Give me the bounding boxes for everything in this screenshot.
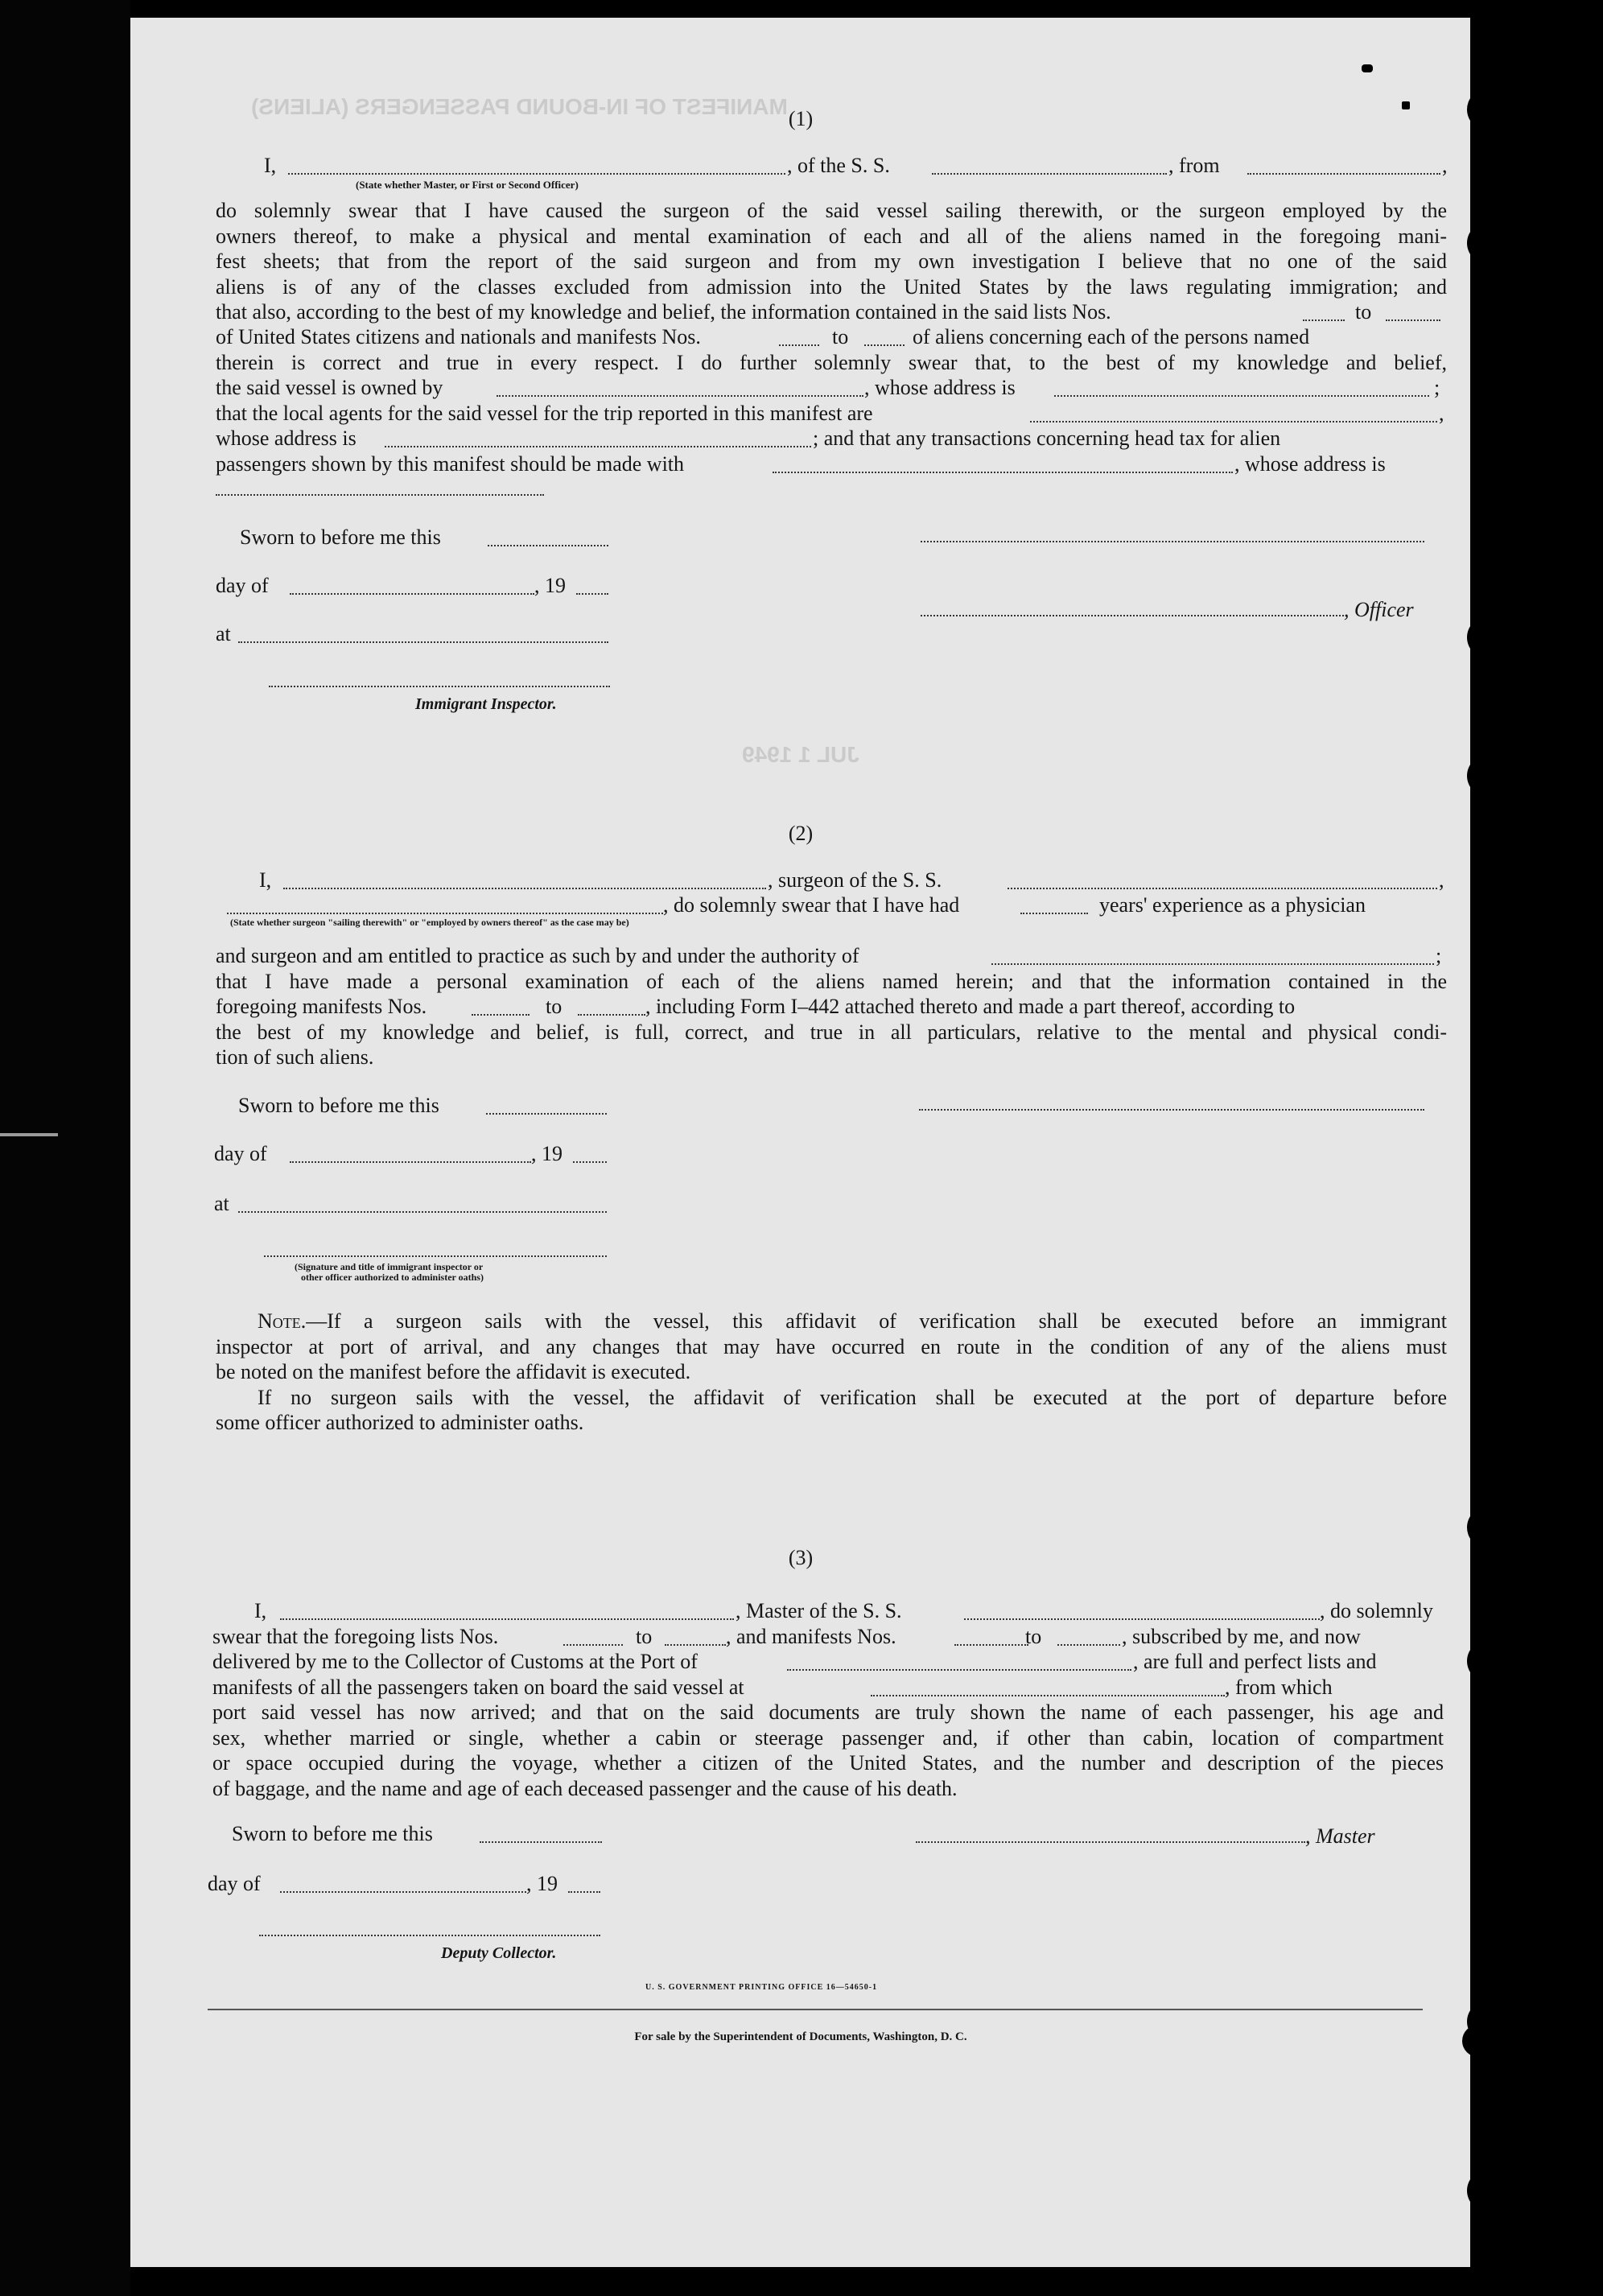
s1-l6a: of United States citizens and nationals and manifests Nos. <box>216 325 701 348</box>
s1-year-field[interactable] <box>576 593 608 595</box>
s1-l11a: passengers shown by this manifest should be made with <box>216 452 685 476</box>
s3-l2b: to <box>636 1625 653 1648</box>
punch-hole <box>1467 616 1509 658</box>
lists-from-field[interactable] <box>1303 319 1345 321</box>
head-tax-field[interactable] <box>773 472 1233 473</box>
s1-body-line: do solemnly swear that I have caused the surgeon of the said vessel sailing therewith, or the surgeon employed by the <box>216 199 1447 222</box>
port-field[interactable] <box>787 1669 1131 1671</box>
s2-note-line: inspector at port of arrival, and any changes that may have occurred en route in the condition of any of the aliens must <box>216 1334 1447 1358</box>
s3-manifests-to-field[interactable] <box>1057 1644 1120 1646</box>
s1-dayof: day of <box>216 574 269 597</box>
s2-l1c: , <box>1439 868 1444 892</box>
s1-of-ss: , of the S. S. <box>787 154 890 177</box>
agents-field[interactable] <box>1030 421 1437 423</box>
s3-body-line: of baggage, and the name and age of each deceased passenger and the cause of his death. <box>212 1776 958 1800</box>
s3-lists-from-field[interactable] <box>563 1644 623 1646</box>
s2-l1a: I, <box>259 868 272 892</box>
section-2-number: (2) <box>788 822 814 845</box>
sale-notice: For sale by the Superintendent of Documents, Washington, D. C. <box>634 2030 967 2043</box>
s2-note2-line: some officer authorized to administer oaths. <box>216 1411 584 1434</box>
manifests-from-field[interactable] <box>779 344 819 346</box>
s3-19: , 19 <box>526 1872 558 1895</box>
s3-collector-label: Deputy Collector. <box>441 1944 557 1962</box>
s2-note2-line: If no surgeon sails with the vessel, the affidavit of verification shall be executed at the port of departure before <box>258 1385 1447 1409</box>
officer-note: (State whether Master, or First or Second Officer) <box>356 179 579 191</box>
vessel-name-field[interactable] <box>932 173 1167 175</box>
s2-year-field[interactable] <box>573 1161 607 1163</box>
authority-field[interactable] <box>991 963 1434 965</box>
s3-body <box>212 1700 1444 1801</box>
s2-l5b: to <box>546 995 562 1018</box>
s1-i: I, <box>264 154 277 177</box>
s2-note-line: be noted on the manifest before the affidavit is executed. <box>216 1360 691 1383</box>
s2-sig-note-2: other officer authorized to administer oaths) <box>301 1272 484 1283</box>
lists-to-field[interactable] <box>1386 319 1440 321</box>
s2-sworn: Sworn to before me this <box>238 1094 439 1117</box>
s1-body <box>216 198 1447 299</box>
affidavit-page <box>130 18 1470 2267</box>
edge-mark <box>0 1133 58 1136</box>
s1-19: , 19 <box>534 574 566 597</box>
s2-sworn-date-field[interactable] <box>486 1113 607 1115</box>
surgeon-status-field[interactable] <box>227 913 663 914</box>
s3-l2c: , and manifests Nos. <box>726 1625 896 1648</box>
s3-dayof: day of <box>208 1872 261 1895</box>
years-experience-field[interactable] <box>1020 913 1088 914</box>
s3-l1c: , do solemnly <box>1320 1599 1433 1622</box>
s3-month-field[interactable] <box>280 1891 526 1893</box>
s2-l6: the best of my knowledge and belief, is full, correct, and true in all particulars, relative to the mental and physical condi- <box>216 1020 1447 1044</box>
s2-l1b: , surgeon of the S. S. <box>768 868 942 892</box>
s2-note <box>216 1309 1447 1436</box>
punch-hole <box>1483 246 1512 275</box>
surgeon-note: (State whether surgeon "sailing therewith" or "employed by owners thereof" as the case may be) <box>230 917 629 928</box>
s3-sworn: Sworn to before me this <box>232 1822 433 1845</box>
s1-from: , from <box>1168 154 1220 177</box>
from-port-field[interactable] <box>1247 173 1440 175</box>
punch-hole <box>1467 755 1509 797</box>
s3-body-line: sex, whether married or single, whether a cabin or steerage passenger and, if other than cabin, location of compartment <box>212 1725 1444 1750</box>
s1-l9: that the local agents for the said vessel for the trip reported in this manifest are <box>216 402 873 425</box>
head-tax-address-field[interactable] <box>216 494 544 496</box>
s2-vessel-field[interactable] <box>1008 888 1437 889</box>
s3-l4b: , from which <box>1225 1676 1333 1699</box>
punch-hole <box>1472 1120 1514 1162</box>
s2-l2b: years' experience as a physician <box>1099 893 1366 917</box>
s2-surgeon-signature-field[interactable] <box>919 1109 1424 1111</box>
footer-rule <box>208 2009 1423 2010</box>
s1-body-line: fest sheets; that from the report of the said surgeon and from my own investigation I believe that no one of the said <box>216 249 1447 273</box>
s1-sworn-date-field[interactable] <box>488 545 608 546</box>
s2-l3b: ; <box>1436 944 1442 967</box>
s2-dayof: day of <box>214 1142 267 1165</box>
section-1-number: (1) <box>788 107 814 130</box>
owner-field[interactable] <box>497 395 863 397</box>
manifests-to-field[interactable] <box>864 344 905 346</box>
s3-sworn-date-field[interactable] <box>480 1841 602 1843</box>
s2-l5c: , including Form I–442 attached thereto and made a part thereof, according to <box>645 995 1296 1018</box>
s3-collector-signature-field[interactable] <box>259 1935 600 1936</box>
s2-month-field[interactable] <box>290 1161 531 1163</box>
bleed-through-stamp: JUL 1 1949 <box>742 742 859 767</box>
s1-officer-name-field[interactable] <box>921 615 1344 616</box>
s3-body-line: port said vessel has now arrived; and that on the said documents are truly shown the name of each passenger, his age and <box>212 1700 1444 1724</box>
s2-note-line-1 <box>216 1309 1447 1334</box>
s2-manifests-to-field[interactable] <box>578 1014 645 1016</box>
s1-sworn: Sworn to before me this <box>240 526 441 549</box>
s2-l2a: , do solemnly swear that I have had <box>663 893 960 917</box>
bleed-through-heading: MANIFEST OF IN-BOUND PASSENGERS (ALIENS) <box>251 94 788 119</box>
s3-master-signature-field[interactable] <box>916 1841 1305 1843</box>
s1-place-field[interactable] <box>238 641 608 643</box>
punch-mark <box>1402 101 1410 109</box>
left-margin <box>0 0 130 2296</box>
s3-year-field[interactable] <box>568 1891 600 1893</box>
s2-inspector-signature-field[interactable] <box>264 1255 607 1257</box>
s3-l2e: , subscribed by me, and now <box>1122 1625 1361 1648</box>
s1-month-field[interactable] <box>290 593 534 595</box>
s2-l3a: and surgeon and am entitled to practice as such by and under the authority of <box>216 944 859 967</box>
s3-manifests-from-field[interactable] <box>954 1644 1028 1646</box>
punch-hole <box>1467 1507 1509 1548</box>
s3-master-label: , Master <box>1305 1824 1375 1848</box>
master-name-field[interactable] <box>280 1618 734 1620</box>
s2-l7: tion of such aliens. <box>216 1045 374 1069</box>
s3-l2a: swear that the foregoing lists Nos. <box>212 1625 499 1648</box>
punch-hole <box>1462 2025 1494 2057</box>
s2-l4: that I have made a personal examination of each of the aliens named herein; and that the information contained in the <box>216 970 1447 993</box>
surgeon-name-field[interactable] <box>283 888 766 889</box>
s1-officer-signature-field[interactable] <box>921 541 1424 542</box>
s1-officer-label: , Officer <box>1344 598 1414 621</box>
printer-imprint: U. S. GOVERNMENT PRINTING OFFICE 16—54650-1 <box>645 1983 878 1992</box>
boarding-port-field[interactable] <box>871 1695 1225 1696</box>
s1-l5b: to <box>1355 300 1372 324</box>
s3-l3b: , are full and perfect lists and <box>1133 1650 1377 1673</box>
s2-l5a: foregoing manifests Nos. <box>216 995 427 1018</box>
s3-lists-to-field[interactable] <box>665 1644 726 1646</box>
s1-l5a: that also, according to the best of my knowledge and belief, the information contained in the said lists Nos. <box>216 300 1111 324</box>
s1-l11b: , whose address is <box>1234 452 1386 476</box>
s2-sig-note-1: (Signature and title of immigrant inspector or <box>295 1261 484 1272</box>
s1-l7: therein is correct and true in every respect. I do further solemnly swear that, to the best of my knowledge and belief, <box>216 351 1447 374</box>
s2-manifests-from-field[interactable] <box>472 1014 530 1016</box>
note-text: —If a surgeon sails with the vessel, this affidavit of verification shall be executed before an immigrant <box>306 1309 1447 1333</box>
s3-vessel-field[interactable] <box>964 1618 1320 1620</box>
s1-inspector-label: Immigrant Inspector. <box>415 695 557 713</box>
agents-address-field[interactable] <box>385 446 811 447</box>
s1-l6b: to <box>832 325 849 348</box>
section-3-number: (3) <box>788 1546 814 1569</box>
s2-at: at <box>214 1192 229 1215</box>
s1-l8c: ; <box>1434 376 1440 399</box>
s1-comma: , <box>1442 154 1448 177</box>
s1-l6c: of aliens concerning each of the persons named <box>913 325 1310 348</box>
s1-l8b: , whose address is <box>864 376 1016 399</box>
s1-l10a: whose address is <box>216 427 356 450</box>
s3-body-line: or space occupied during the voyage, whether a citizen of the United States, and the number and description of the pieces <box>212 1751 1444 1775</box>
s1-body-line: owners thereof, to make a physical and mental examination of each and all of the aliens named in the foregoing mani- <box>216 224 1447 248</box>
note-label: Note. <box>258 1309 307 1333</box>
punch-hole <box>1467 2170 1509 2211</box>
s3-l1b: , Master of the S. S. <box>736 1599 902 1622</box>
s1-l10b: ; and that any transactions concerning head tax for alien <box>813 427 1281 450</box>
s1-inspector-signature-field[interactable] <box>269 686 610 687</box>
officer-name-field[interactable] <box>288 173 785 175</box>
punch-hole <box>1467 89 1509 130</box>
s3-l4a: manifests of all the passengers taken on board the said vessel at <box>212 1676 744 1699</box>
punch-mark <box>1362 64 1373 72</box>
s1-l8a: the said vessel is owned by <box>216 376 443 399</box>
s1-l9b: , <box>1439 402 1444 425</box>
s3-l1a: I, <box>254 1599 267 1622</box>
owner-address-field[interactable] <box>1054 395 1429 397</box>
s1-body-line: aliens is of any of the classes excluded from admission into the United States by the laws regulating immigration; and <box>216 274 1447 299</box>
s2-place-field[interactable] <box>238 1211 607 1213</box>
s2-19: , 19 <box>531 1142 562 1165</box>
s1-at: at <box>216 622 231 645</box>
s3-l2d: to <box>1025 1625 1042 1648</box>
punch-hole <box>1467 1640 1509 1682</box>
s3-l3a: delivered by me to the Collector of Customs at the Port of <box>212 1650 698 1673</box>
